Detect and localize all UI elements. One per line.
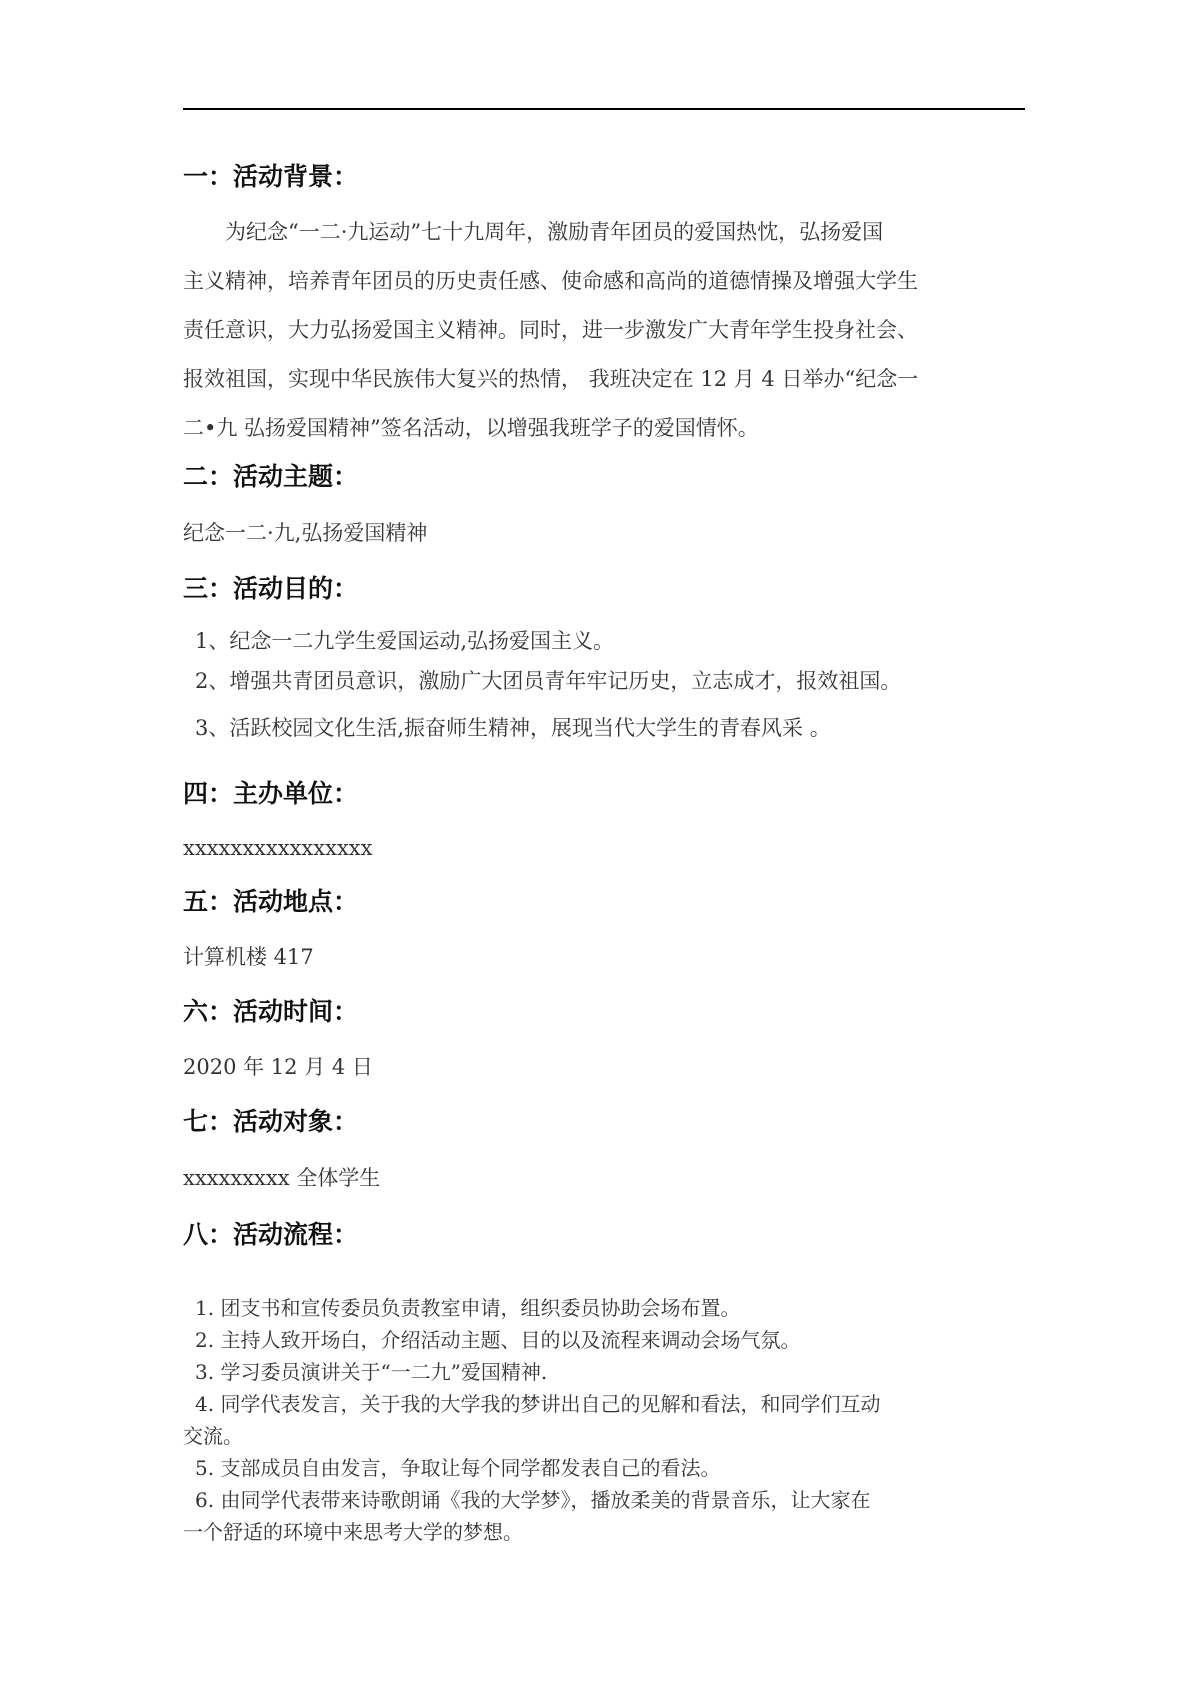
organizer-text: xxxxxxxxxxxxxxxx <box>183 836 373 860</box>
audience-text: xxxxxxxxx 全体学生 <box>183 1166 381 1190</box>
section-heading-process: 八：活动流程： <box>183 1220 359 1249</box>
purpose-item: 3、活跃校园文化生活,振奋师生精神，展现当代大学生的青春风采 。 <box>195 716 831 740</box>
section-heading-audience: 七：活动对象： <box>183 1107 359 1136</box>
process-line: 4. 同学代表发言，关于我的大学我的梦讲出自己的见解和看法，和同学们互动 <box>195 1392 881 1416</box>
section-heading-purpose: 三：活动目的： <box>183 574 359 603</box>
process-line: 5. 支部成员自由发言，争取让每个同学都发表自己的看法。 <box>195 1456 721 1480</box>
section-heading-theme: 二：活动主题： <box>183 462 359 491</box>
process-line: 6. 由同学代表带来诗歌朗诵《我的大学梦》，播放柔美的背景音乐，让大家在 <box>195 1488 871 1512</box>
process-line: 一个舒适的环境中来思考大学的梦想。 <box>183 1520 523 1544</box>
paragraph-line: 主义精神，培养青年团员的历史责任感、使命感和高尚的道德情操及增强大学生 <box>183 269 918 293</box>
process-line: 3. 学习委员演讲关于“一二九”爱国精神. <box>195 1360 548 1384</box>
section-heading-organizer: 四：主办单位： <box>183 779 359 808</box>
paragraph-line: 报效祖国，实现中华民族伟大复兴的热情， 我班决定在 12 月 4 日举办“纪念一 <box>183 367 919 391</box>
background-paragraph <box>183 208 1025 453</box>
paragraph-line: 二•九 弘扬爱国精神”签名活动，以增强我班学子的爱国情怀。 <box>183 416 759 440</box>
process-line: 2. 主持人致开场白，介绍活动主题、目的以及流程来调动会场气氛。 <box>195 1328 801 1352</box>
section-heading-location: 五：活动地点： <box>183 887 359 916</box>
theme-text: 纪念一二·九,弘扬爱国精神 <box>183 521 428 545</box>
header-rule <box>183 108 1025 110</box>
process-line: 交流。 <box>183 1424 243 1448</box>
time-text: 2020 年 12 月 4 日 <box>183 1055 373 1079</box>
section-heading-background: 一：活动背景： <box>183 162 359 191</box>
section-heading-time: 六：活动时间： <box>183 997 359 1026</box>
location-text: 计算机楼 417 <box>183 945 314 969</box>
purpose-item: 2、增强共青团员意识，激励广大团员青年牢记历史，立志成才，报效祖国。 <box>195 669 902 693</box>
paragraph-line: 为纪念“一二·九运动”七十九周年，激励青年团员的爱国热忱，弘扬爱国 <box>225 220 884 244</box>
process-line: 1. 团支书和宣传委员负责教室申请，组织委员协助会场布置。 <box>195 1296 741 1320</box>
purpose-item: 1、纪念一二九学生爱国运动,弘扬爱国主义。 <box>195 629 615 653</box>
paragraph-line: 责任意识，大力弘扬爱国主义精神。同时，进一步激发广大青年学生投身社会、 <box>183 318 918 342</box>
